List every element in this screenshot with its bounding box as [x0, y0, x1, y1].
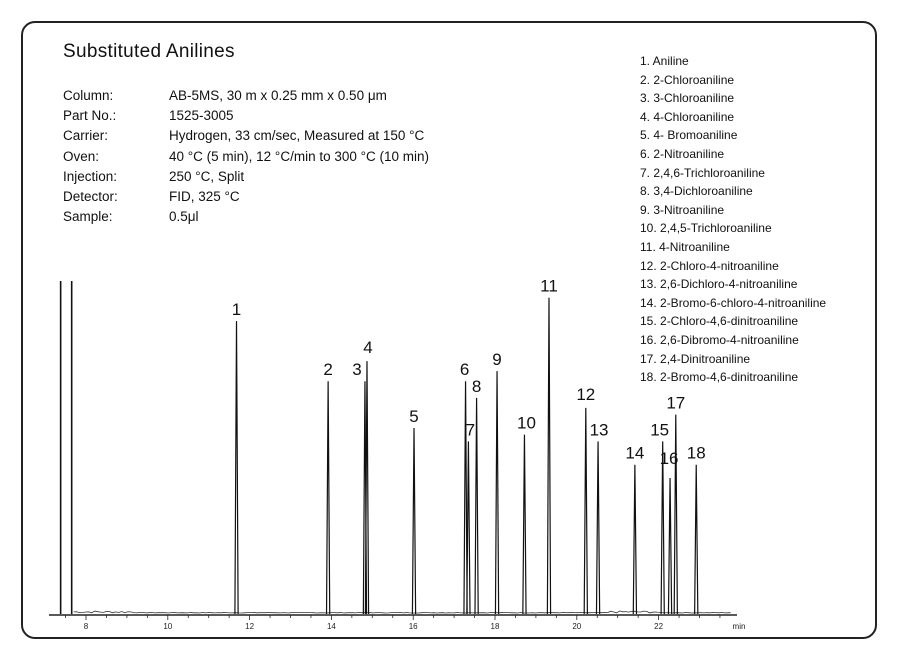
peak-label-2: 2 — [323, 360, 333, 380]
peak-label-5: 5 — [409, 406, 419, 426]
legend-item: 11. 4-Nitroaniline — [640, 239, 730, 254]
spec-value: AB-5MS, 30 m x 0.25 mm x 0.50 μm — [169, 87, 387, 103]
chromatogram-frame — [21, 21, 877, 639]
legend-item: 5. 4- Bromoaniline — [640, 128, 738, 143]
legend-item: 10. 2,4,5-Trichloroaniline — [640, 221, 772, 236]
spec-label: Column: — [63, 87, 114, 103]
legend-item: 7. 2,4,6-Trichloroaniline — [640, 165, 765, 180]
peak-14 — [633, 465, 636, 614]
peak-label-4: 4 — [363, 338, 373, 358]
spec-label: Detector: — [63, 189, 118, 205]
legend-item: 3. 3-Chloroaniline — [640, 91, 735, 106]
spec-value: 40 °C (5 min), 12 °C/min to 300 °C (10 min) — [169, 148, 430, 164]
baseline-trace — [74, 611, 731, 613]
peak-12 — [584, 408, 587, 614]
x-tick-label: 22 — [654, 622, 664, 631]
peak-label-7: 7 — [465, 420, 476, 440]
x-tick-label: 10 — [163, 622, 173, 631]
peak-label-13: 13 — [589, 420, 609, 440]
legend-item: 1. Aniline — [640, 54, 689, 68]
x-tick-label: 18 — [490, 622, 500, 631]
legend-item: 9. 3-Nitroaniline — [640, 202, 725, 217]
peak-16 — [668, 478, 671, 614]
legend-item: 14. 2-Bromo-6-chloro-4-nitroaniline — [640, 295, 827, 310]
page-title: Substituted Anilines — [63, 41, 235, 62]
spec-label: Carrier: — [63, 128, 109, 144]
peak-9 — [495, 371, 498, 614]
spec-value: Hydrogen, 33 cm/sec, Measured at 150 °C — [169, 128, 425, 144]
spec-value: 250 °C, Split — [169, 168, 245, 184]
peak-label-17: 17 — [666, 393, 686, 413]
peak-label-14: 14 — [625, 443, 645, 463]
analyte-peaks — [232, 277, 706, 614]
x-axis-ticks — [66, 615, 746, 631]
legend-item: 15. 2-Chloro-4,6-dinitroaniline — [640, 314, 799, 329]
peak-1 — [235, 321, 238, 614]
peak-label-10: 10 — [516, 413, 536, 433]
legend-item: 6. 2-Nitroaniline — [640, 146, 725, 161]
x-tick-label: 12 — [245, 622, 255, 631]
legend-item: 2. 2-Chloroaniline — [640, 72, 735, 87]
peak-label-9: 9 — [492, 350, 502, 370]
peak-label-18: 18 — [686, 443, 706, 463]
spec-value: 1525-3005 — [169, 107, 234, 123]
peak-8 — [475, 398, 478, 614]
peak-17 — [674, 415, 677, 614]
peak-label-12: 12 — [576, 384, 596, 404]
peak-10 — [523, 435, 526, 614]
spec-value: 0.5μl — [169, 209, 199, 225]
chromatogram-chart — [23, 23, 875, 637]
legend-item: 8. 3,4-Dichloroaniline — [640, 184, 753, 199]
x-axis-unit-label: min — [732, 622, 746, 631]
peak-label-11: 11 — [540, 276, 558, 296]
legend-item: 18. 2-Bromo-4,6-dinitroaniline — [640, 370, 799, 385]
legend-item: 16. 2,6-Dibromo-4-nitroaniline — [640, 332, 799, 347]
peak-label-8: 8 — [471, 376, 482, 396]
spec-label: Injection: — [63, 168, 118, 184]
legend-item: 12. 2-Chloro-4-nitroaniline — [640, 258, 779, 273]
peak-18 — [695, 465, 698, 614]
x-tick-label: 8 — [83, 622, 89, 631]
x-tick-label: 14 — [326, 622, 336, 631]
peak-label-15: 15 — [650, 420, 670, 440]
peak-2 — [327, 381, 330, 614]
spec-label: Part No.: — [63, 107, 117, 123]
peak-13 — [596, 441, 599, 614]
spec-label: Oven: — [63, 148, 100, 164]
legend-item: 17. 2,4-Dinitroaniline — [640, 351, 751, 366]
peak-4 — [365, 361, 368, 614]
legend-item: 13. 2,6-Dichloro-4-nitroaniline — [640, 277, 798, 292]
legend-item: 4. 4-Chloroaniline — [640, 109, 735, 124]
peak-5 — [412, 428, 415, 614]
peak-11 — [547, 298, 550, 614]
peak-label-1: 1 — [231, 300, 242, 320]
peak-label-16: 16 — [659, 449, 679, 469]
peak-label-6: 6 — [459, 360, 470, 380]
spec-value: FID, 325 °C — [169, 189, 240, 205]
solvent-peaks — [61, 281, 72, 614]
spec-label: Sample: — [63, 209, 113, 225]
peak-7 — [467, 441, 470, 614]
x-tick-label: 16 — [408, 622, 418, 631]
peak-label-3: 3 — [352, 360, 362, 380]
x-tick-label: 20 — [572, 622, 582, 631]
